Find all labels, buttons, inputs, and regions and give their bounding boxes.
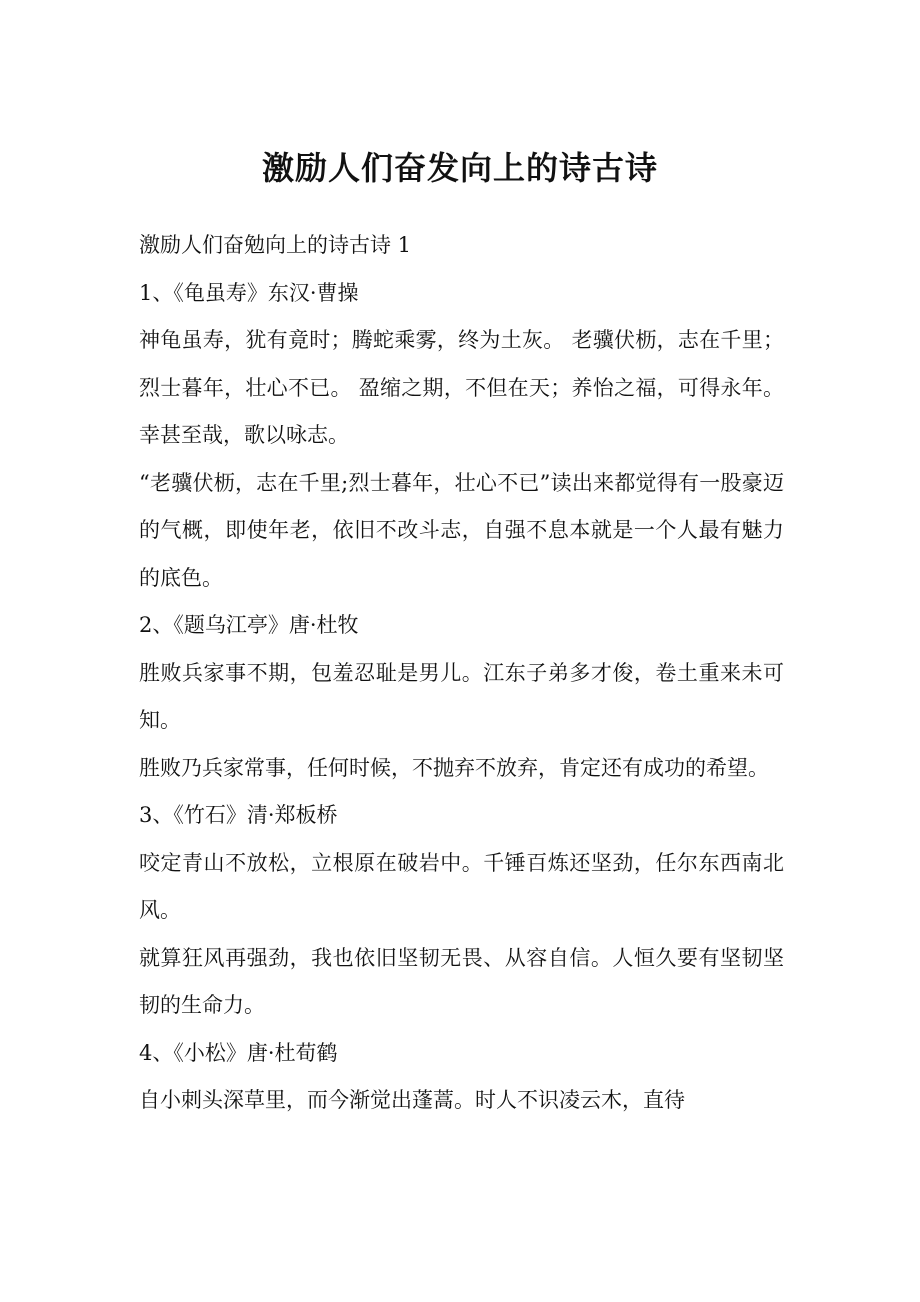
document-body — [139, 222, 784, 1125]
poem-text: 神龟虽寿，犹有竟时；腾蛇乘雾，终为土灰。 老骥伏枥，志在千里；烈士暮年，壮心不已。 盈缩之期，不但在天；养怡之福，可得永年。 幸甚至哉，歌以咏志。 — [139, 328, 784, 447]
document-title: 激励人们奋发向上的诗古诗 — [261, 149, 658, 187]
poem-heading: 2、《题乌江亭》唐·杜牧 — [139, 613, 359, 637]
poem-comment: 就算狂风再强劲，我也依旧坚韧无畏、从容自信。人恒久要有坚韧坚韧的生命力。 — [139, 945, 784, 1017]
poem-text: 自小刺头深草里，而今渐觉出蓬蒿。时人不识凌云木，直待 — [139, 1088, 685, 1112]
section-subtitle: 激励人们奋勉向上的诗古诗 1 — [139, 233, 412, 257]
poem-heading: 1、《龟虽寿》东汉·曹操 — [139, 280, 359, 305]
poem-heading: 3、《竹石》清·郑板桥 — [139, 803, 338, 827]
poem-heading: 4、《小松》唐·杜荀鹤 — [139, 1040, 338, 1065]
poem-text: 胜败兵家事不期，包羞忍耻是男儿。江东子弟多才俊，卷土重来未可知。 — [139, 660, 784, 732]
poem-comment: 胜败乃兵家常事，任何时候，不抛弃不放弃，肯定还有成功的希望。 — [139, 755, 769, 780]
poem-comment: “老骥伏枥，志在千里;烈士暮年，壮心不已”读出来都觉得有一股豪迈的气概，即使年老，依旧不改斗志，自强不息本就是一个人最有魅力的底色。 — [139, 470, 784, 590]
poem-text: 咬定青山不放松，立根原在破岩中。千锤百炼还坚劲，任尔东西南北风。 — [139, 850, 784, 922]
